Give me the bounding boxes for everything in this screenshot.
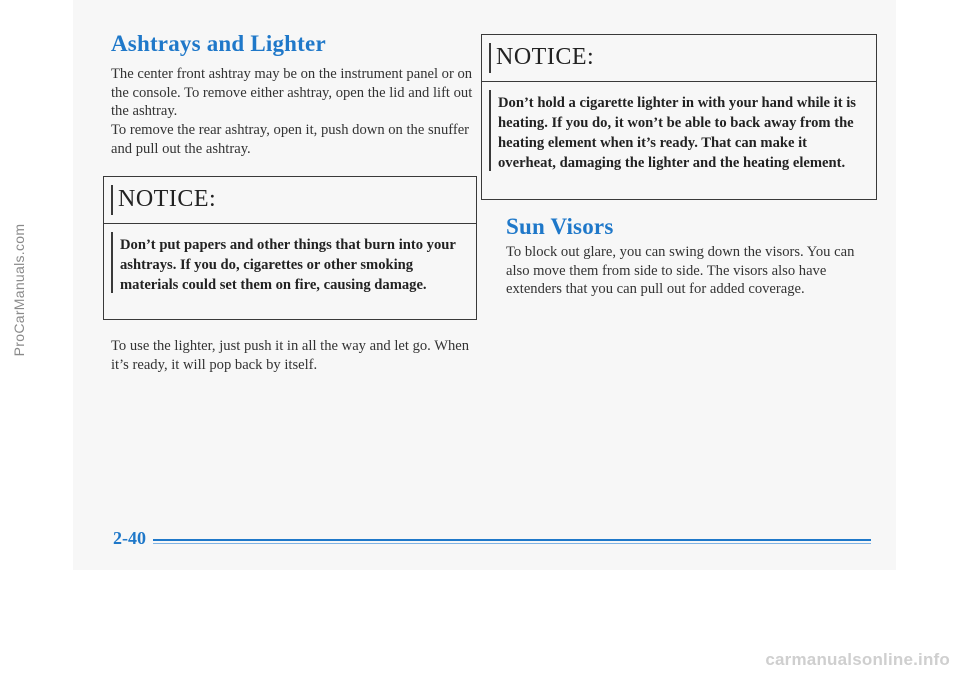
page-footer bbox=[113, 528, 873, 552]
notice-header bbox=[104, 177, 476, 224]
page-number: 2-40 bbox=[113, 528, 146, 548]
notice-text: Don’t hold a cigarette lighter in with your hand while it is heating. If you do, it won’t be able to back away from the heating element when it’s ready. That can make it overheat, damaging the lighter and the heating element. bbox=[482, 82, 876, 181]
watermark-vertical bbox=[8, 200, 30, 380]
paragraph-front-ashtray: The center front ashtray may be on the instrument panel or on the console. To remove either ashtray, open the lid and lift out the ashtray. bbox=[111, 66, 473, 119]
paragraph-sun-visors: To block out glare, you can swing down the visors. You can also move them from side to side. The visors also have extenders that you can pull out for added coverage. bbox=[506, 244, 855, 297]
paragraph-rear-ashtray: To remove the rear ashtray, open it, push down on the snuffer and pull out the ashtray. bbox=[111, 122, 470, 157]
notice-box-lighter bbox=[481, 34, 877, 200]
notice-text: Don’t put papers and other things that burn into your ashtrays. If you do, cigarettes or other smoking materials could set them on fire, causing damage. bbox=[104, 224, 476, 303]
footer-rule-thin bbox=[153, 543, 871, 544]
notice-box-ashtray bbox=[103, 176, 477, 320]
paragraph-lighter: To use the lighter, just push it in all the way and let go. When it’s ready, it will pop back by itself. bbox=[111, 338, 470, 373]
manual-page bbox=[73, 0, 896, 570]
section-title-sun-visors: Sun Visors bbox=[506, 214, 614, 239]
notice-header bbox=[482, 35, 876, 82]
section-title-ashtrays: Ashtrays and Lighter bbox=[111, 31, 326, 56]
notice-heading: NOTICE: bbox=[496, 44, 595, 70]
site-mark: carmanualsonline.info bbox=[765, 650, 950, 669]
watermark-text: ProCarManuals.com bbox=[11, 223, 27, 357]
notice-heading: NOTICE: bbox=[118, 186, 217, 212]
footer-rule bbox=[153, 539, 871, 541]
